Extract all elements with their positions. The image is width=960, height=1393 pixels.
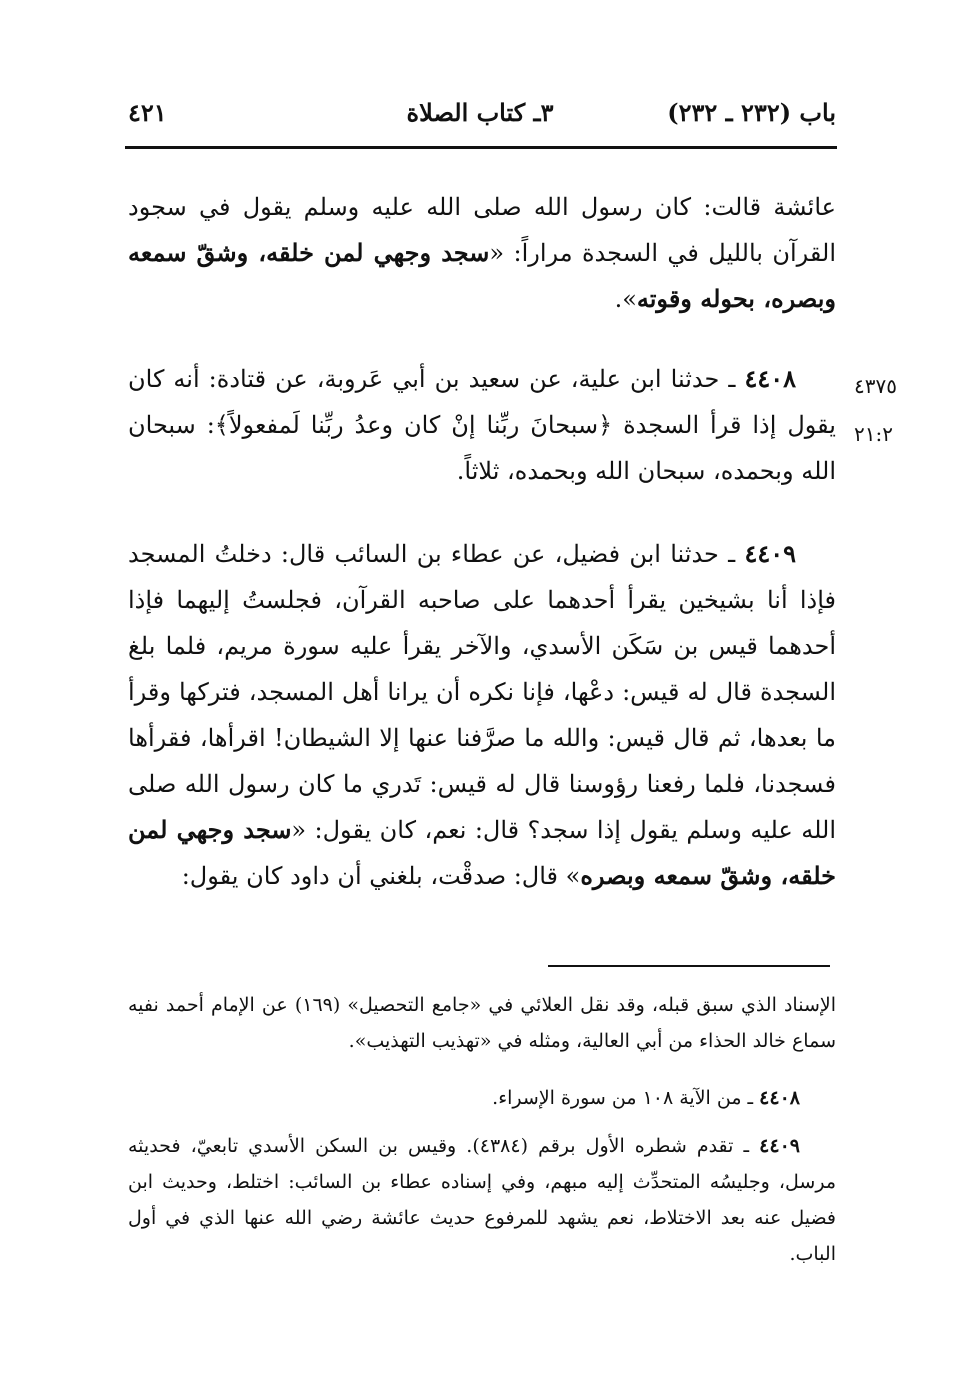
footnote-text: ـ من الآية ١٠٨ من سورة الإسراء. [492,1087,760,1109]
hadith-number: ٤٤٠٨ [744,364,796,393]
chapter-range: باب (٢٣٢ ـ ٢٣٢) [667,98,836,127]
supplication-quote: سجد وجهي لمن خلقه، وشقّ سمعه وبصره [128,815,836,890]
paragraph-lead: عائشة قالت: كان رسول الله صلى الله عليه وسلم يقول في سجود القرآن بالليل في السجدة مراراً: « [128,193,836,267]
hadith-4409 [128,531,836,899]
paragraph-continuation [128,184,836,322]
margin-verse-ref: ٢١:٢ [854,422,893,446]
hadith-text: ـ حدثنا ابن فضيل، عن عطاء بن السائب قال: دخلتُ المسجد فإذا أنا بشيخين يقرأ أحدهما على صاحبه القرآن، فجلستُ إليهما فإذا أحدهما قيس بن سَكَن الأسدي، والآخر يقرأ عليه سورة مريم، فلما بلغ السجدة قال له قيس: دعْها، فإنا نكره أن يرانا أهل المسجد، فتركها وقرأ ما بعدها، ثم قال قيس: والله ما صرَّفنا عنها إلا الشيطان! اقرأها، فقرأها فسجدنا، فلما رفعنا رؤوسنا قال له قيس: تَدري ما كان رسول الله صلى الله عليه وسلم يقول إذا سجد؟ قال: نعم، كان يقول: « [128,540,836,844]
footnote-4409 [128,1128,836,1272]
footnote-rule [548,965,830,967]
paragraph-tail: ». [614,285,637,313]
footnote-number: ٤٤٠٨ [759,1087,800,1109]
footnote-text: ـ تقدم شطره الأول برقم (٤٣٨٤). وقيس بن السكن الأسدي تابعيّ، فحديثه مرسل، وجليسُه المتحدِّث إليه مبهم، وفي إسناده عطاء بن السائب: اختلط، وحديث ابن فضيل عنه بعد الاختلاط، نعم يشهد للمرفوع حديث عائشة رضي الله عنها الذي في أول الباب. [128,1135,836,1265]
page-number: ٤٢١ [128,98,167,127]
supplication-quote: سجد وجهي لمن خلقه، وشقّ سمعه وبصره، بحوله وقوته [128,238,836,313]
margin-ref-number: ٤٣٧٥ [854,374,897,398]
hadith-text: ـ حدثنا ابن علية، عن سعيد بن أبي عَروبة، عن قتادة: أنه كان يقول إذا قرأ السجدة ﴿سبحانَ ربِّنا إنْ كان وعدُ ربِّنا لَمفعولاً﴾: سبحان الله وبحمده، سبحان الله وبحمده، ثلاثاً. [128,365,836,485]
footnote-continuation [128,987,836,1059]
header-rule [125,146,837,149]
book-title: ٣ـ كتاب الصلاة [406,98,554,127]
footnote-text: الإسناد الذي سبق قبله، وقد نقل العلائي في «جامع التحصيل» (١٦٩) عن الإمام أحمد نفيه سماع خالد الحذاء من أبي العالية، ومثله في «تهذيب التهذيب». [128,994,836,1052]
footnote-4408 [128,1080,836,1116]
hadith-number: ٤٤٠٩ [744,539,796,568]
hadith-tail: » قال: صدقْت، بلغني أن داود كان يقول: [181,862,581,890]
hadith-4408 [128,356,836,494]
footnote-number: ٤٤٠٩ [759,1135,800,1157]
